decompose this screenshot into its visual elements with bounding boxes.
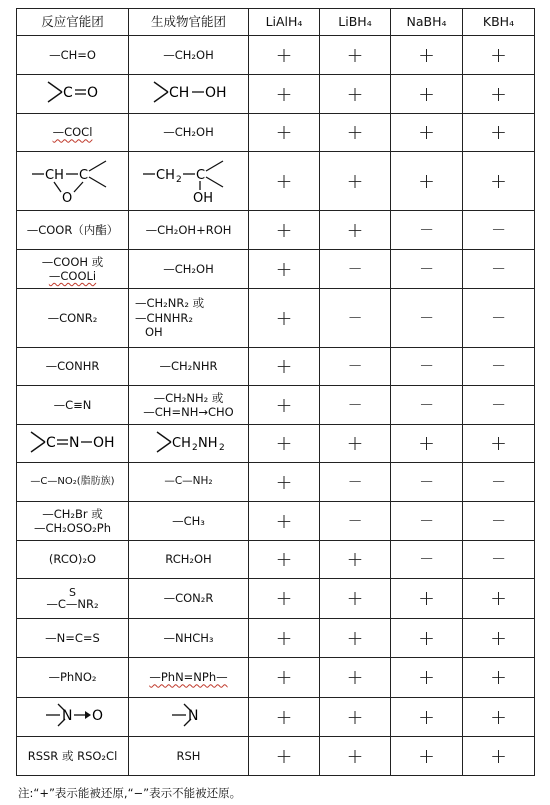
svg-text:O: O bbox=[61, 191, 72, 205]
libh4-cell: + bbox=[320, 114, 391, 152]
kbh4-cell: − bbox=[463, 502, 535, 541]
svg-text:C: C bbox=[78, 168, 88, 184]
product-cell: RSH bbox=[129, 737, 249, 776]
liaih4-cell: + bbox=[249, 211, 320, 250]
libh4-cell: − bbox=[320, 386, 391, 425]
libh4-cell: − bbox=[320, 502, 391, 541]
reactant-cell bbox=[17, 75, 129, 114]
liaih4-cell: + bbox=[249, 114, 320, 152]
nabh4-cell: − bbox=[391, 541, 463, 579]
nabh4-cell: + bbox=[391, 658, 463, 698]
kbh4-cell: − bbox=[463, 348, 535, 386]
libh4-cell: − bbox=[320, 348, 391, 386]
liaih4-cell: + bbox=[249, 36, 320, 75]
header-row bbox=[17, 9, 535, 36]
svg-text:C: C bbox=[195, 168, 205, 184]
product-cell: —NHCH₃ bbox=[129, 619, 249, 658]
product-cell: —CH₂OH bbox=[129, 36, 249, 75]
table-row bbox=[17, 75, 535, 114]
table-row bbox=[17, 114, 535, 152]
table-row bbox=[17, 386, 535, 425]
svg-text:O: O bbox=[91, 708, 103, 725]
nabh4-cell: + bbox=[391, 36, 463, 75]
oxime-structure bbox=[23, 429, 123, 455]
kbh4-cell: + bbox=[463, 425, 535, 463]
reactant-cell bbox=[17, 698, 129, 737]
liaih4-cell: + bbox=[249, 75, 320, 114]
col-kbh4: KBH₄ bbox=[463, 9, 535, 36]
libh4-cell: + bbox=[320, 658, 391, 698]
liaih4-cell: + bbox=[249, 386, 320, 425]
svg-text:NH: NH bbox=[197, 435, 217, 451]
kbh4-cell: − bbox=[463, 386, 535, 425]
liaih4-cell: + bbox=[249, 289, 320, 348]
product-cell bbox=[129, 152, 249, 211]
kbh4-cell: + bbox=[463, 658, 535, 698]
reduction-table-frame bbox=[16, 8, 534, 798]
table-row bbox=[17, 152, 535, 211]
libh4-cell: + bbox=[320, 737, 391, 776]
reactant-cell: —CONHR bbox=[17, 348, 129, 386]
reactant-cell: —PhNO₂ bbox=[17, 658, 129, 698]
reactant-cell: —N=C=S bbox=[17, 619, 129, 658]
table-row bbox=[17, 289, 535, 348]
libh4-cell: + bbox=[320, 541, 391, 579]
liaih4-cell: + bbox=[249, 425, 320, 463]
liaih4-cell: + bbox=[249, 348, 320, 386]
product-cell: —C—NH₂ bbox=[129, 463, 249, 502]
svg-text:N: N bbox=[61, 708, 72, 725]
kbh4-cell: − bbox=[463, 289, 535, 348]
svg-text:N: N bbox=[68, 434, 79, 451]
col-product: 生成物官能团 bbox=[129, 9, 249, 36]
reactant-cell bbox=[17, 425, 129, 463]
product-cell bbox=[129, 75, 249, 114]
reactant-cell: —CONR₂ bbox=[17, 289, 129, 348]
reactant-cell: —COCl bbox=[17, 114, 129, 152]
kbh4-cell: − bbox=[463, 211, 535, 250]
product-cell bbox=[129, 698, 249, 737]
product-cell: —CH₂OH+ROH bbox=[129, 211, 249, 250]
product-cell: —CON₂R bbox=[129, 579, 249, 619]
col-reactant: 反应官能团 bbox=[17, 9, 129, 36]
table-row bbox=[17, 502, 535, 541]
liaih4-cell: + bbox=[249, 658, 320, 698]
libh4-cell: + bbox=[320, 211, 391, 250]
table-row bbox=[17, 541, 535, 579]
liaih4-cell: + bbox=[249, 541, 320, 579]
table-row bbox=[17, 425, 535, 463]
reactant-cell: (RCO)₂O bbox=[17, 541, 129, 579]
reactant-cell bbox=[17, 152, 129, 211]
col-libh4: LiBH₄ bbox=[320, 9, 391, 36]
kbh4-cell: + bbox=[463, 114, 535, 152]
liaih4-cell: + bbox=[249, 737, 320, 776]
nabh4-cell: − bbox=[391, 348, 463, 386]
table-row bbox=[17, 211, 535, 250]
product-cell: —CH₂OH bbox=[129, 114, 249, 152]
col-liaih4: LiAlH₄ bbox=[249, 9, 320, 36]
nabh4-cell: + bbox=[391, 737, 463, 776]
product-cell: —CH₂OH bbox=[129, 250, 249, 289]
kbh4-cell: + bbox=[463, 579, 535, 619]
table-row bbox=[17, 250, 535, 289]
svg-text:CH: CH bbox=[44, 168, 64, 184]
svg-text:C: C bbox=[45, 434, 56, 451]
product-cell: —PhN=NPh— bbox=[129, 658, 249, 698]
reactant-cell: —COOH 或 —COOLi bbox=[17, 250, 129, 289]
nabh4-cell: + bbox=[391, 425, 463, 463]
nabh4-cell: + bbox=[391, 579, 463, 619]
nabh4-cell: − bbox=[391, 250, 463, 289]
libh4-cell: + bbox=[320, 36, 391, 75]
nabh4-cell: + bbox=[391, 619, 463, 658]
product-cell: —CH₂NH₂ 或 —CH=NH→CHO bbox=[129, 386, 249, 425]
svg-text:O: O bbox=[86, 85, 98, 102]
reduction-table bbox=[16, 8, 535, 776]
table-row bbox=[17, 463, 535, 502]
col-nabh4: NaBH₄ bbox=[391, 9, 463, 36]
amine-structure bbox=[149, 429, 229, 455]
svg-text:CH: CH bbox=[168, 85, 189, 102]
epoxide-product-structure bbox=[139, 154, 239, 204]
liaih4-cell: + bbox=[249, 463, 320, 502]
svg-text:2: 2 bbox=[191, 442, 198, 453]
kbh4-cell: − bbox=[463, 541, 535, 579]
table-row bbox=[17, 619, 535, 658]
product-cell: —CH₃ bbox=[129, 502, 249, 541]
liaih4-cell: + bbox=[249, 152, 320, 211]
kbh4-cell: + bbox=[463, 36, 535, 75]
kbh4-cell: + bbox=[463, 737, 535, 776]
kbh4-cell: + bbox=[463, 619, 535, 658]
nabh4-cell: + bbox=[391, 698, 463, 737]
reactant-cell: —COOR（内酯） bbox=[17, 211, 129, 250]
svg-text:OH: OH bbox=[204, 85, 227, 102]
kbh4-cell: + bbox=[463, 152, 535, 211]
nabh4-cell: + bbox=[391, 114, 463, 152]
libh4-cell: − bbox=[320, 463, 391, 502]
nabh4-cell: + bbox=[391, 152, 463, 211]
kbh4-cell: − bbox=[463, 250, 535, 289]
svg-text:CH: CH bbox=[171, 435, 191, 451]
epoxide-structure bbox=[28, 154, 118, 204]
libh4-cell: + bbox=[320, 75, 391, 114]
reactant-cell: —C—NO₂(脂肪族) bbox=[17, 463, 129, 502]
amine-n-structure bbox=[164, 700, 214, 730]
nabh4-cell: − bbox=[391, 502, 463, 541]
kbh4-cell: + bbox=[463, 75, 535, 114]
libh4-cell: + bbox=[320, 152, 391, 211]
libh4-cell: − bbox=[320, 289, 391, 348]
liaih4-cell: + bbox=[249, 250, 320, 289]
svg-text:N: N bbox=[187, 708, 198, 725]
libh4-cell: + bbox=[320, 698, 391, 737]
table-row bbox=[17, 36, 535, 75]
liaih4-cell: + bbox=[249, 619, 320, 658]
svg-text:CH: CH bbox=[155, 168, 175, 184]
nabh4-cell: + bbox=[391, 75, 463, 114]
liaih4-cell: + bbox=[249, 502, 320, 541]
nabh4-cell: − bbox=[391, 463, 463, 502]
svg-text:OH: OH bbox=[92, 434, 115, 451]
n-oxide-structure bbox=[38, 700, 108, 730]
reactant-cell: —C≡N bbox=[17, 386, 129, 425]
table-footnote: 注:“+”表示能被还原,“−”表示不能被还原。 bbox=[18, 786, 242, 800]
svg-text:2: 2 bbox=[175, 175, 182, 186]
reactant-cell: —CH=O bbox=[17, 36, 129, 75]
libh4-cell: + bbox=[320, 579, 391, 619]
table-row bbox=[17, 658, 535, 698]
table-row bbox=[17, 698, 535, 737]
svg-text:OH: OH bbox=[192, 191, 213, 205]
product-cell bbox=[129, 425, 249, 463]
libh4-cell: + bbox=[320, 425, 391, 463]
ketone-structure bbox=[38, 79, 108, 105]
liaih4-cell: + bbox=[249, 698, 320, 737]
nabh4-cell: − bbox=[391, 386, 463, 425]
liaih4-cell: + bbox=[249, 579, 320, 619]
libh4-cell: − bbox=[320, 250, 391, 289]
product-cell: —CH₂NR₂ 或 —CHNHR₂ OH bbox=[129, 289, 249, 348]
table-row bbox=[17, 348, 535, 386]
reactant-cell: RSSR 或 RSO₂Cl bbox=[17, 737, 129, 776]
nabh4-cell: − bbox=[391, 289, 463, 348]
kbh4-cell: + bbox=[463, 698, 535, 737]
reactant-cell: —CH₂Br 或 —CH₂OSO₂Ph bbox=[17, 502, 129, 541]
nabh4-cell: − bbox=[391, 211, 463, 250]
alcohol-structure bbox=[144, 79, 234, 105]
table-row bbox=[17, 579, 535, 619]
reactant-cell: S —C—NR₂ bbox=[17, 579, 129, 619]
svg-text:2: 2 bbox=[218, 442, 225, 453]
kbh4-cell: − bbox=[463, 463, 535, 502]
libh4-cell: + bbox=[320, 619, 391, 658]
product-cell: —CH₂NHR bbox=[129, 348, 249, 386]
product-cell: RCH₂OH bbox=[129, 541, 249, 579]
table-row bbox=[17, 737, 535, 776]
svg-text:C: C bbox=[62, 85, 73, 102]
